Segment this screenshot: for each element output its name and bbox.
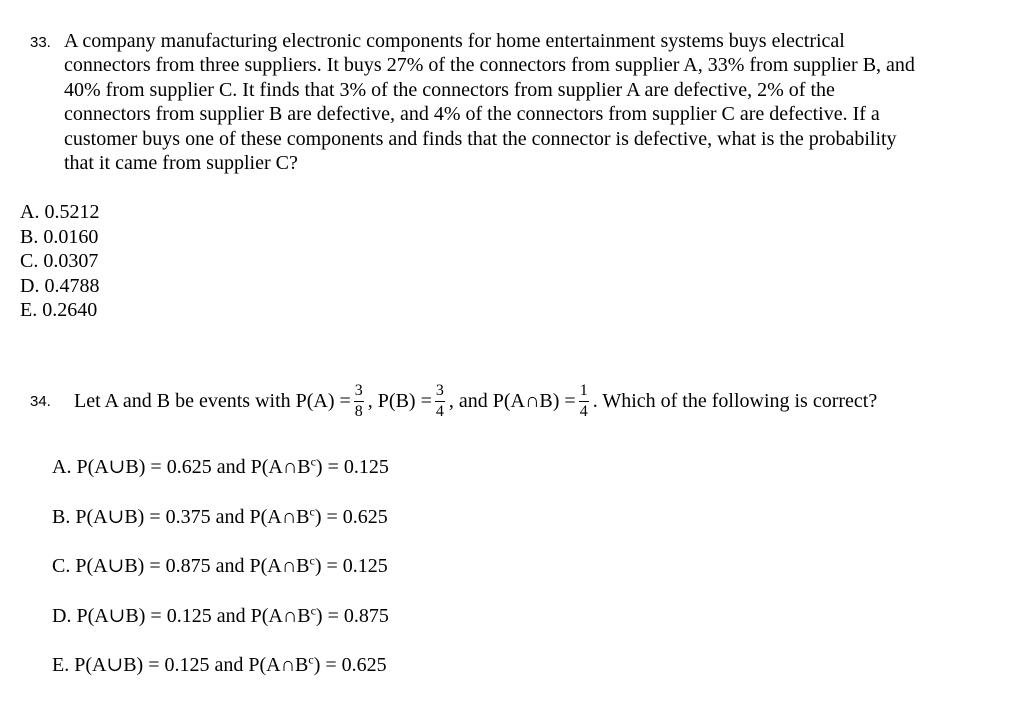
fraction-pa [354,382,364,421]
choice-text: ) = 0.625 [314,505,388,528]
choice-34-b [52,505,389,555]
fraction-numerator: 3 [435,382,445,402]
fraction-numerator: 1 [579,382,589,402]
choice-text: C. P(A∪B) = 0.875 and P(A∩B [52,555,310,577]
question-33-line: 40% from supplier C. It finds that 3% of the connectors from supplier A are defective, 2% of the [64,78,835,101]
question-33-line: that it came from supplier C? [64,152,298,175]
choice-text: ) = 0.125 [314,555,388,577]
fraction-denominator: 8 [354,402,363,420]
choice-text: ) = 0.125 [315,456,389,478]
complement-superscript: c [310,602,316,617]
fraction-denominator: 4 [435,402,444,420]
complement-superscript: c [309,553,315,568]
choice-34-a [52,455,389,505]
choice-33-d: D. 0.4788 [20,274,100,297]
complement-superscript: c [310,454,316,469]
complement-superscript: c [308,652,314,667]
complement-superscript: c [309,503,315,518]
choice-text: B. P(A∪B) = 0.375 and P(A∩B [52,505,310,528]
choice-text: A. P(A∪B) = 0.625 and P(A∩B [52,456,311,478]
question-33-line: connectors from supplier B are defective, and 4% of the connectors from supplier C are defective. If a [64,103,880,126]
choice-34-e [52,653,389,703]
question-33-number: 33. [30,34,51,51]
question-34-prompt: . Which of the following is correct? [592,389,878,412]
question-34-stem [74,373,877,429]
pab-label: , and P(A∩B) = [448,389,576,412]
choice-text: ) = 0.625 [313,654,387,676]
fraction-numerator: 3 [354,382,364,402]
question-33-line: connectors from three suppliers. It buys 27% of the connectors from supplier A, 33% from supplier B, and [64,54,915,77]
question-34-choices [52,455,389,703]
choice-33-e: E. 0.2640 [20,299,98,322]
question-33-line: A company manufacturing electronic components for home entertainment systems buys electrical [64,30,845,52]
pa-label: Let A and B be events with P(A) = [74,389,351,412]
choice-33-c: C. 0.0307 [20,250,99,273]
question-33-line: customer buys one of these components and finds that the connector is defective, what is the probability [64,127,897,150]
choice-text: E. P(A∪B) = 0.125 and P(A∩B [52,654,309,676]
pb-label: , P(B) = [367,389,432,412]
choice-text: D. P(A∪B) = 0.125 and P(A∩B [52,604,311,627]
question-33-text [64,29,1004,175]
choice-text: ) = 0.875 [315,604,389,627]
fraction-pab [579,382,589,421]
choice-33-b: B. 0.0160 [20,225,99,248]
choice-34-d [52,604,389,654]
question-33-choices [20,200,99,323]
fraction-pb [435,382,445,421]
choice-34-c [52,554,389,604]
choice-33-a: A. 0.5212 [20,201,100,223]
fraction-denominator: 4 [579,402,588,420]
question-34-number: 34. [30,393,51,410]
